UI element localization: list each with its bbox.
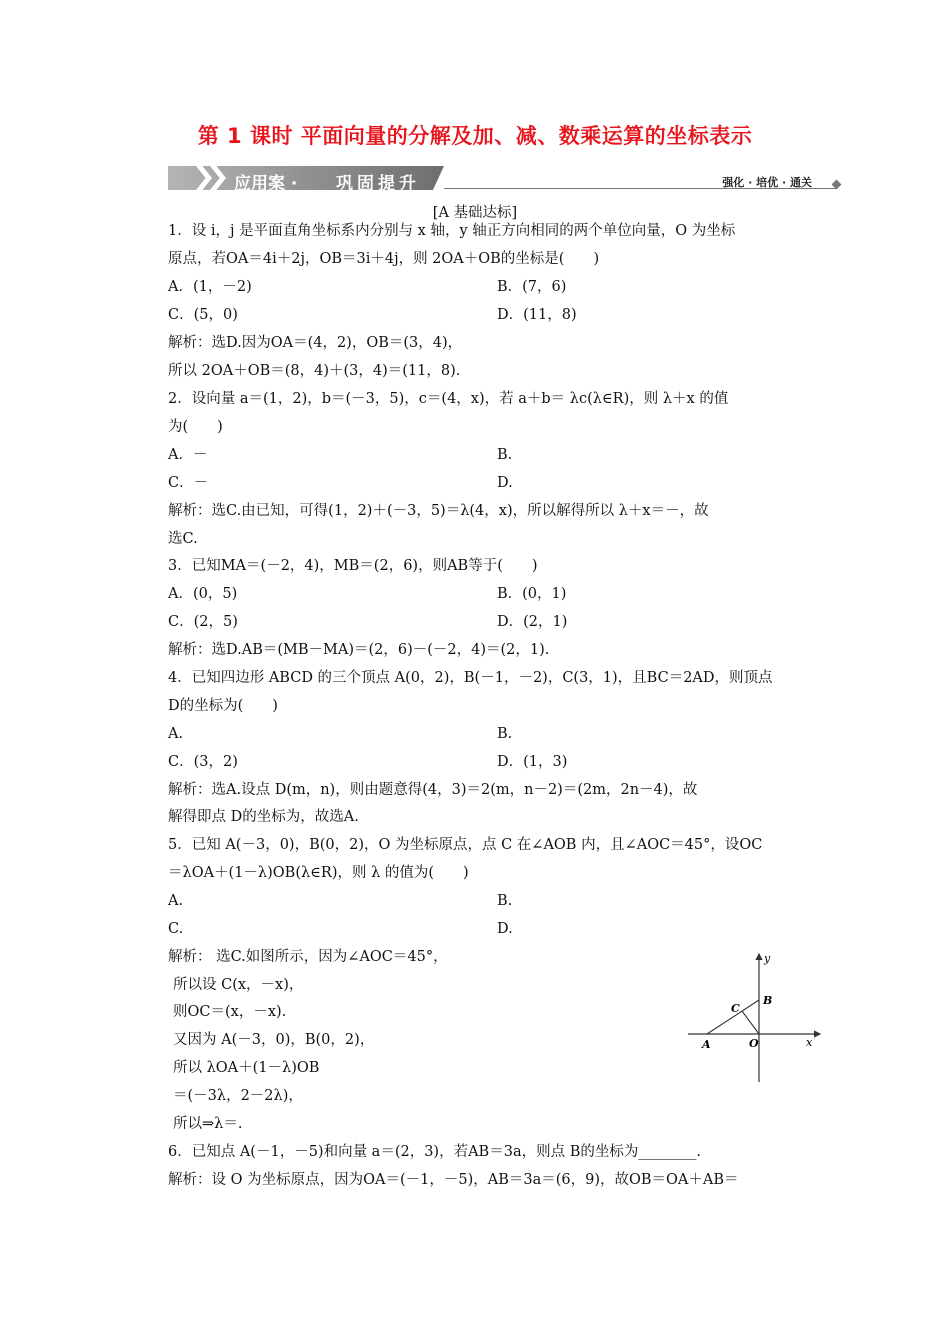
text-line: 解得即点 D的坐标为，故选A. bbox=[168, 809, 359, 825]
text-line: 5．已知 A(－3，0)，B(0，2)，O 为坐标原点，点 C 在∠AOB 内，且∠AOC＝45°，设OC bbox=[168, 837, 763, 853]
text-line: D. bbox=[497, 921, 513, 937]
segment-oc bbox=[742, 1011, 759, 1034]
text-line: A．(0，5) bbox=[168, 586, 238, 602]
text-line: 解析： 选C.如图所示，因为∠AOC＝45°， bbox=[168, 949, 448, 965]
text-line: B. bbox=[497, 726, 513, 742]
text-line: D的坐标为( ) bbox=[168, 698, 278, 714]
text-line: A．(1，－2) bbox=[168, 279, 252, 295]
text-line: 选C. bbox=[168, 531, 198, 547]
label-x: x bbox=[806, 1036, 813, 1049]
text-line: D．(1，3) bbox=[497, 754, 568, 770]
section-banner bbox=[168, 162, 842, 196]
page-title: 第 1 课时 平面向量的分解及加、减、数乘运算的坐标表示 bbox=[197, 124, 753, 148]
text-line: D. bbox=[497, 475, 513, 491]
banner-tag: 强化 · 培优 · 通关 bbox=[722, 176, 812, 189]
text-line: D．(2，1) bbox=[497, 614, 568, 630]
text-line: 所以 λOA＋(1－λ)OB bbox=[173, 1060, 320, 1076]
text-line: 又因为 A(－3，0)，B(0，2)， bbox=[173, 1032, 375, 1048]
text-line: A. bbox=[168, 893, 184, 909]
text-line: 解析：选C.由已知，可得(1，2)＋(－3，5)＝λ(4，x)，所以解得所以 λ＋x＝－，故 bbox=[168, 503, 709, 519]
text-line: B. bbox=[497, 893, 513, 909]
text-line: C．(5，0) bbox=[168, 307, 238, 323]
text-line: 解析：选A.设点 D(m，n)，则由题意得(4，3)＝2(m，n－2)＝(2m，2n－4)，故 bbox=[168, 782, 698, 798]
text-line: 解析：设 O 为坐标原点，因为OA＝(－1，－5)，AB＝3a＝(6，9)，故OB＝OA＋AB＝ bbox=[168, 1172, 739, 1188]
text-line: B. bbox=[497, 447, 513, 463]
text-line: 6．已知点 A(－1，－5)和向量 a＝(2，3)，若AB＝3a，则点 B的坐标为________. bbox=[168, 1144, 701, 1160]
text-line: C. bbox=[168, 921, 184, 937]
text-line: 则OC＝(x，－x). bbox=[173, 1004, 287, 1020]
label-c: C bbox=[731, 1002, 740, 1015]
banner-right-label: 巩固提升 bbox=[336, 174, 420, 194]
text-line: C．－ bbox=[168, 475, 209, 491]
label-y: y bbox=[764, 952, 771, 965]
label-b: B bbox=[763, 994, 773, 1007]
label-o: O bbox=[749, 1037, 759, 1050]
text-line: ＝λOA＋(1－λ)OB(λ∈R)，则 λ 的值为( ) bbox=[168, 865, 469, 881]
text-line: 2．设向量 a＝(1，2)，b＝(－3，5)，c＝(4，x)，若 a＋b＝ λc(λ∈R)，则 λ＋x 的值 bbox=[168, 391, 729, 407]
text-line: 为( ) bbox=[168, 419, 223, 435]
text-line: 1．设 i，j 是平面直角坐标系内分别与 x 轴，y 轴正方向相同的两个单位向量，O 为坐标 bbox=[168, 223, 736, 239]
text-line: A. bbox=[168, 726, 184, 742]
text-line: 4．已知四边形 ABCD 的三个顶点 A(0，2)，B(－1，－2)，C(3，1)，且BC＝2AD，则顶点 bbox=[168, 670, 773, 686]
text-line: 所以⇒λ＝. bbox=[173, 1116, 243, 1132]
text-line: A．－ bbox=[168, 447, 208, 463]
text-line: C．(2，5) bbox=[168, 614, 238, 630]
coordinate-figure bbox=[688, 950, 828, 1090]
text-line: C．(3，2) bbox=[168, 754, 238, 770]
text-line: 原点，若OA＝4i＋2j，OB＝3i＋4j，则 2OA＋OB的坐标是( ) bbox=[168, 251, 600, 267]
text-line: 所以设 C(x，－x)， bbox=[173, 977, 304, 993]
label-a: A bbox=[702, 1038, 711, 1051]
text-line: 所以 2OA＋OB＝(8，4)＋(3，4)＝(11，8). bbox=[168, 363, 461, 379]
text-line: B．(0，1) bbox=[497, 586, 567, 602]
text-line: B．(7，6) bbox=[497, 279, 567, 295]
text-line: 解析：选D.AB＝(MB－MA)＝(2，6)－(－2，4)＝(2，1). bbox=[168, 642, 550, 658]
text-line: D．(11，8) bbox=[497, 307, 577, 323]
banner-left-label: 应用案 · bbox=[234, 174, 298, 194]
text-line: 3．已知MA＝(－2，4)，MB＝(2，6)，则AB等于( ) bbox=[168, 558, 538, 574]
text-line: 解析：选D.因为OA＝(4，2)，OB＝(3，4)， bbox=[168, 335, 463, 351]
text-line: ＝(－3λ，2－2λ)， bbox=[173, 1088, 303, 1104]
section-heading: [A 基础达标] bbox=[432, 205, 518, 221]
